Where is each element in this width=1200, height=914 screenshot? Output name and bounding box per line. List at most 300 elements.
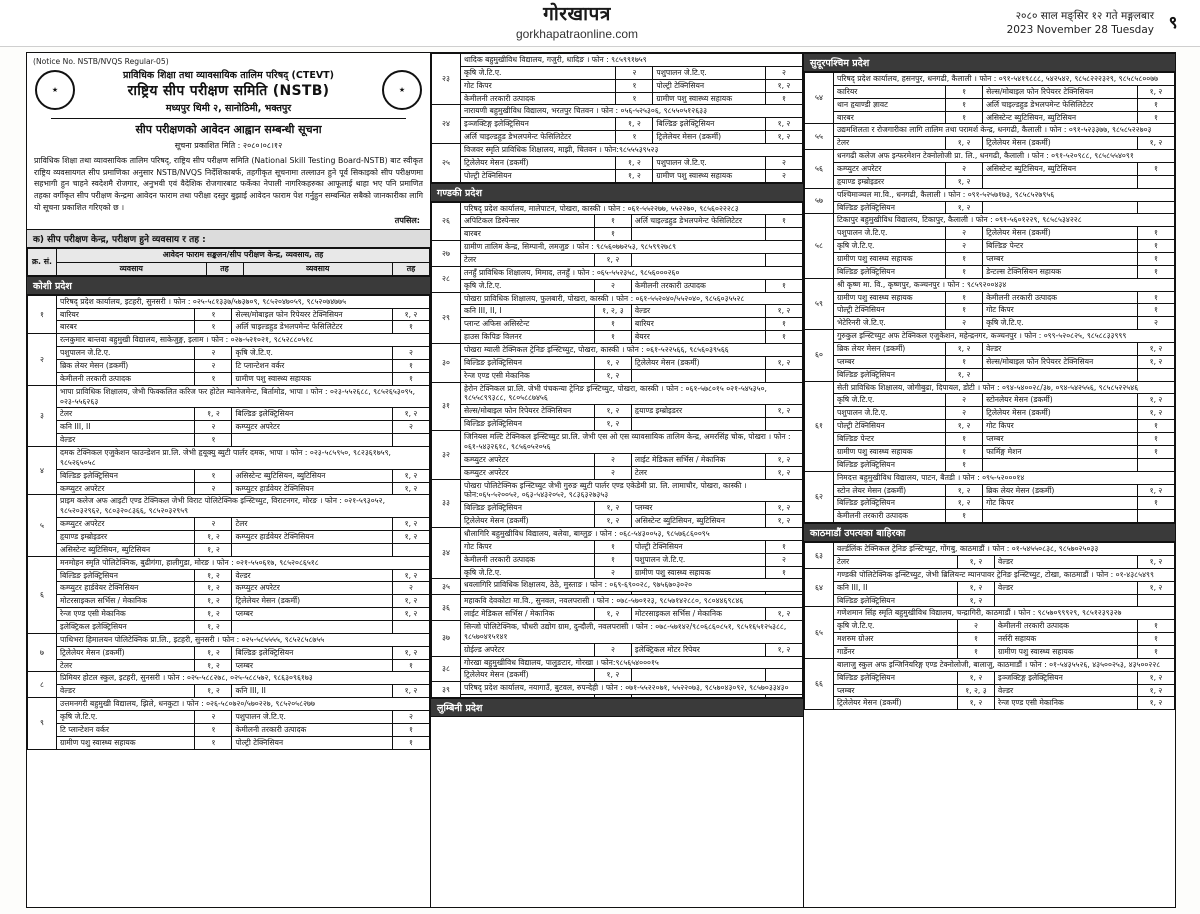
table-row xyxy=(805,343,1175,356)
occupation-cell: कम्प्युटर अपरेटर xyxy=(232,421,393,434)
level-cell: १ xyxy=(946,433,983,446)
date-nepali: २०८० साल मङ्सिर १२ गते मङ्गलबार xyxy=(1015,9,1154,22)
level-cell: १ xyxy=(1138,98,1175,111)
center-name-and-contact: परिषद् प्रदेश कार्यालय, मालेपाटन, पोखरा, कास्की । फोन : ०६१-५५२२७७, ५५२२७०, ९८५६०२२२८३ xyxy=(461,202,803,215)
level-cell: १, २ xyxy=(594,669,631,682)
level-cell: १ xyxy=(766,540,803,553)
occupation-cell: बारियर xyxy=(57,308,195,321)
center-title-row xyxy=(805,214,1175,227)
level-cell: १, २ xyxy=(957,671,994,684)
center-serial-number: ७ xyxy=(28,633,57,672)
center-serial-number: ४ xyxy=(28,447,57,495)
center-name-and-contact: परिषद् प्रदेश कार्यालय, इटहरी, सुनसरी । फोन : ०२५-५८१३३७/५७३७०९, ९८५२०४७०५९, ९८५२०७४७७५ xyxy=(57,295,430,308)
table-row xyxy=(28,711,430,724)
center-name-and-contact: थादिक बहुमुखीविध विद्यालय, गजुरी, धादिङ । फोन : ९८५९९१७५९ xyxy=(461,54,803,67)
table-row xyxy=(432,643,803,656)
occupation-cell: वेल्डर xyxy=(994,555,1137,568)
occupation-cell xyxy=(631,418,765,431)
newspaper-url[interactable]: gorkhapatraonline.com xyxy=(515,26,639,41)
table-row xyxy=(432,331,803,344)
level-cell: १, २ xyxy=(946,175,983,188)
level-cell: २ xyxy=(393,347,430,360)
occupation-cell: ट्रिलेलेयर मेसन (डकर्मी) xyxy=(653,131,766,144)
table-row xyxy=(28,569,430,582)
center-title-row xyxy=(805,471,1175,484)
level-cell: १, २ xyxy=(766,515,803,528)
level-cell: १, २ xyxy=(946,201,983,214)
occupation-cell: कम्प्युटर अपरेटर xyxy=(834,163,946,176)
center-title-row xyxy=(805,568,1175,581)
level-cell: १ xyxy=(1138,420,1175,433)
table-row xyxy=(805,163,1175,176)
center-name-and-contact: बालाजु स्कुल अफ इन्जिनियरिङ्ग एण्ड टेक्नोलोजी, बालाजु, काठमाडौं । फोन : ०१-५४३५५२६, ४३५००२५३, ४३५००२२८ xyxy=(834,658,1175,671)
level-cell: १, २ xyxy=(1138,581,1175,594)
occupation-cell: पोल्ट्री टेक्निसियन xyxy=(834,304,946,317)
table-row xyxy=(805,620,1175,633)
table-row xyxy=(28,434,430,447)
occupation-cell: फार्मिङ्ग मेशन xyxy=(983,445,1138,458)
center-serial-number: २३ xyxy=(432,54,461,105)
occupation-cell: इञ्जक्टिङ्ग इलेक्ट्रिसियन xyxy=(461,118,616,131)
occupation-cell: असिस्टेन्ट ब्युटिसियन, ब्युटिसियन xyxy=(232,469,393,482)
center-name-and-contact: धवलागिरि प्राविधिक शिक्षालय, ठेठे, मुस्ताङ । फोन : ०६९-६९००२८, ९७५६७०३०२० xyxy=(461,579,803,592)
table-row xyxy=(805,111,1175,124)
table-row xyxy=(805,291,1175,304)
col-occupation-2: व्यवसाय xyxy=(243,262,393,275)
center-title-row xyxy=(432,431,803,454)
occupation-cell: केमीलनी तरकारी उत्पादक xyxy=(57,372,195,385)
center-title-row xyxy=(432,579,803,592)
table-row xyxy=(28,736,430,749)
center-name-and-contact: सेती प्राविधिक शिक्षालय, जोगीबुढा, दिपायल, डोटी । फोन : ०९४-५४००२८/३७, ०९४-५४२५५६, ९८५८५२२५४६ xyxy=(834,381,1175,394)
occupation-cell: बिल्डिङ इलेक्ट्रिसियन xyxy=(232,646,393,659)
level-cell: १, २ xyxy=(393,685,430,698)
level-cell xyxy=(766,228,803,241)
level-cell: १, २ xyxy=(766,453,803,466)
table-row xyxy=(28,685,430,698)
center-serial-number: ५६ xyxy=(805,150,834,189)
level-cell: १, २ xyxy=(766,502,803,515)
center-name-and-contact: पोखरा प्राविधिक शिक्षालय, फुलबारी, पोखरा, कास्की । फोन : ०६१-५५२०४०/५५२०४०, ९८५६०३५५२८ xyxy=(461,292,803,305)
level-cell: १ xyxy=(1138,633,1175,646)
occupation-cell: पशुपालन जे.टि.ए. xyxy=(834,407,946,420)
level-cell: १ xyxy=(946,458,983,471)
masthead-date xyxy=(737,9,1200,37)
occupation-cell: ट्रिलेलेयर मेसन (डकर्मी) xyxy=(983,407,1138,420)
occupation-cell: बिल्डिङ इलेक्ट्रिसियन xyxy=(834,594,958,607)
province-kathmandu-outside: काठमाडौं उपत्यका बाहिरका xyxy=(804,523,1175,542)
nstb-emblem-icon: ★ xyxy=(382,70,422,110)
center-serial-number: ३० xyxy=(432,344,461,383)
level-cell: १ xyxy=(1138,163,1175,176)
level-cell: २ xyxy=(195,482,232,495)
level-cell: १, २ xyxy=(1138,671,1175,684)
notice-title: सीप परीक्षणको आवेदन आह्वान सम्बन्धी सूचना xyxy=(135,123,322,136)
occupation-cell: हृयाण्ड इम्ब्रोइडरर xyxy=(631,405,765,418)
occupation-cell: बारबर xyxy=(461,228,595,241)
center-title-row xyxy=(432,202,803,215)
occupation-cell: सेल्स/मोबाइल फोन रिपेयरर टेक्निसियन xyxy=(983,85,1138,98)
table-header-row xyxy=(28,249,430,262)
table-row xyxy=(28,408,430,421)
center-title-row xyxy=(28,334,430,347)
ctevt-emblem-icon: ★ xyxy=(35,70,75,110)
occupation-cell: वेल्डर xyxy=(57,434,195,447)
occupation-cell: बिल्डिङ इलेक्ट्रिसियन xyxy=(461,418,595,431)
occupation-cell: कृषि जे.टि.ए. xyxy=(232,347,393,360)
level-cell: १ xyxy=(946,85,983,98)
province-koshi: कोशी प्रदेश xyxy=(27,276,430,295)
table-row xyxy=(432,566,803,579)
occupation-cell: मोटरसाइकल सर्भिस / मेकानिक xyxy=(631,608,765,621)
level-cell: १, २ xyxy=(946,497,983,510)
table-row xyxy=(28,321,430,334)
center-title-row xyxy=(805,330,1175,343)
table-row xyxy=(432,215,803,228)
level-cell: १ xyxy=(195,434,232,447)
center-title-row xyxy=(805,73,1175,86)
center-name-and-contact: गोरखा बहुमुखीविध विद्यालय, पालुङटार, गोरखा । फोन:९८५६५४०००१५ xyxy=(461,656,803,669)
center-title-row xyxy=(432,479,803,502)
level-cell xyxy=(766,254,803,267)
level-cell: १, २ xyxy=(957,594,994,607)
occupation-cell: बिल्डिङ पेन्टर xyxy=(983,240,1138,253)
level-cell: १, २ xyxy=(766,466,803,479)
occupation-cell: प्लम्बर xyxy=(983,253,1138,266)
occupation-cell: बिल्डिङ इलेक्ट्रिसियन xyxy=(461,502,595,515)
table-row xyxy=(28,482,430,495)
table-row xyxy=(28,608,430,621)
level-cell: १ xyxy=(1138,645,1175,658)
center-title-row xyxy=(432,292,803,305)
level-cell: १, २ xyxy=(616,156,653,169)
table-row xyxy=(805,137,1175,150)
col-occupation-1: व्यवसाय xyxy=(57,262,207,275)
level-cell: १ xyxy=(616,131,653,144)
col-level-2: तह xyxy=(393,262,430,275)
occupation-cell: असिस्टेन्ट ब्युटिसियन, ब्युटिसियन xyxy=(57,543,195,556)
occupation-cell: हाउस किपिङ विलनर xyxy=(461,331,595,344)
level-cell: १ xyxy=(766,92,803,105)
level-cell: १ xyxy=(1138,445,1175,458)
sudurpashchim-centers-table xyxy=(804,72,1175,523)
table-row xyxy=(805,671,1175,684)
table-row xyxy=(805,265,1175,278)
center-serial-number: ६० xyxy=(805,330,834,381)
level-cell: २ xyxy=(195,711,232,724)
table-row xyxy=(805,394,1175,407)
occupation-cell: थान हृयाण्डी ज्ञावट xyxy=(834,98,946,111)
occupation-cell: बेयरर xyxy=(631,331,765,344)
level-cell: १, २ xyxy=(393,469,430,482)
level-cell: १ xyxy=(946,304,983,317)
center-name-and-contact: जिनियस मल्टि टेक्निकल इन्स्टिच्युट प्रा.लि. जेभी एस ओ एस व्यावसायिक तालिम केन्द्र, अमरसिंह चोक, पोखरा । फोन : ०६१-५४३२६१८, ९८५६०५२०५६ xyxy=(461,431,803,454)
occupation-cell: केमीलनी तरकारी उत्पादक xyxy=(631,279,765,292)
level-cell: १, २ xyxy=(393,569,430,582)
occupation-cell: बिल्डिङ इलेक्ट्रिसियन xyxy=(57,569,195,582)
level-cell: १ xyxy=(946,98,983,111)
occupation-cell: बिल्डिङ इलेक्ट्रिसियन xyxy=(834,497,946,510)
occupation-cell: वेल्डर xyxy=(994,581,1137,594)
level-cell: १, २ xyxy=(393,408,430,421)
occupation-cell: वेल्डर xyxy=(232,569,393,582)
center-name-and-contact: ग्रामीण तालिम केन्द्र, सिम्पानी, लमजुङ । फोन : ९८५६०७७२५३, ९८५९९२७८९ xyxy=(461,241,803,254)
table-row xyxy=(432,553,803,566)
occupation-cell: कृषि जे.टि.ए. xyxy=(461,66,616,79)
center-serial-number: ५४ xyxy=(805,73,834,124)
center-serial-number: १ xyxy=(28,295,57,334)
level-cell: १ xyxy=(393,372,430,385)
occupation-cell: रेन्ज एण्ड एसी मेकानिक xyxy=(461,369,595,382)
table-row xyxy=(805,445,1175,458)
occupation-cell: ट्रिलेलेयर मेसन (डकर्मी) xyxy=(983,227,1138,240)
occupation-cell: प्लम्बर xyxy=(834,684,958,697)
occupation-cell: पशुपालन जे.टि.ए. xyxy=(631,553,765,566)
table-row xyxy=(28,359,430,372)
level-cell: १ xyxy=(594,215,631,228)
occupation-cell: टि प्लान्टेशन वर्कर xyxy=(232,359,393,372)
level-cell: २ xyxy=(195,359,232,372)
province-lumbini: लुम्बिनी प्रदेश xyxy=(431,698,803,717)
level-cell xyxy=(766,669,803,682)
level-cell: १, २ xyxy=(1138,697,1175,710)
table-row xyxy=(432,608,803,621)
level-cell: १ xyxy=(766,566,803,579)
table-row xyxy=(805,175,1175,188)
level-cell: १ xyxy=(195,321,232,334)
center-title-row xyxy=(28,672,430,685)
level-cell: २ xyxy=(393,582,430,595)
level-cell: २ xyxy=(766,156,803,169)
occupation-cell xyxy=(983,368,1138,381)
table-row xyxy=(432,66,803,79)
table-row xyxy=(28,469,430,482)
newspaper-title: गोरखापत्र xyxy=(543,3,611,26)
center-title-row xyxy=(432,382,803,405)
occupation-cell: ग्रामीण पशु स्वास्थ्य सहायक xyxy=(232,372,393,385)
occupation-cell: नर्सरी सहायक xyxy=(994,633,1137,646)
center-name-and-contact: पोखरा म्याली टेक्निकल ट्रेनिङ इन्स्टिच्युट, पोखरा, कास्की । फोन : ०६१-५२२५६६, ९८५६०३९५६६ xyxy=(461,344,803,357)
level-cell: १, २ xyxy=(594,254,631,267)
center-name-and-contact: उत्तमनगरी बहुमुखी विद्यालय, झिले, धनकुटा । फोन : ०२६-५८०७२०/५७०२२७, ९८५२०५८२७७ xyxy=(57,698,430,711)
occupation-cell: गोट किपर xyxy=(983,304,1138,317)
table-row xyxy=(432,318,803,331)
level-cell: १, २ xyxy=(594,356,631,369)
col-sn: क्र. सं. xyxy=(28,249,57,275)
occupation-cell: लाईट मेडिकल सर्भिस / मेकानिक xyxy=(461,608,595,621)
table-row xyxy=(28,372,430,385)
level-cell: १ xyxy=(195,372,232,385)
center-name-and-contact: पश्चिमाञ्चल मा.वि., धनगढी, कैलाली । फोन : ०९१-५२५७१७३, ९८५८५२७९५६ xyxy=(834,188,1175,201)
occupation-cell: कृषि जे.टि.ए. xyxy=(834,620,958,633)
occupation-cell: अर्लि चाइल्डहुड डेभलपमेन्ट फेसिलिटेटर xyxy=(983,98,1138,111)
occupation-cell: ट्रिलेलेयर मेसन (डकर्मी) xyxy=(461,515,595,528)
center-serial-number: ९ xyxy=(28,698,57,749)
table-row xyxy=(432,669,803,682)
level-cell: १ xyxy=(766,331,803,344)
level-cell: २ xyxy=(594,453,631,466)
occupation-cell: टेलर xyxy=(631,466,765,479)
level-cell: २ xyxy=(957,620,994,633)
level-cell: १, २, ३ xyxy=(957,684,994,697)
level-cell: १ xyxy=(393,736,430,749)
level-cell: १ xyxy=(1138,497,1175,510)
center-serial-number: ५७ xyxy=(805,188,834,214)
occupation-cell: ग्रामीण पशु स्वास्थ्य सहायक xyxy=(57,736,195,749)
level-cell: १, २ xyxy=(1138,555,1175,568)
section-a-title: क) सीप परीक्षण केन्द्र, परीक्षण हुने व्यवसाय र तह : xyxy=(27,229,430,248)
occupation-cell xyxy=(983,458,1138,471)
header-divider xyxy=(51,118,406,119)
occupation-cell: कनि III, II xyxy=(834,581,958,594)
occupation-cell: पशुपालन जे.टि.ए. xyxy=(653,156,766,169)
occupation-cell: कृषि जे.टि.ए. xyxy=(461,279,595,292)
center-name-and-contact: महाकवि देवकोटा मा.वि., सुनवल, नवलपरासी । फोन : ०७८-५७०१२३, ९८५७१४२८८०, ९८०४४६९८४६ xyxy=(461,595,803,608)
level-cell: १, २ xyxy=(957,697,994,710)
table-row xyxy=(805,304,1175,317)
occupation-cell: बिल्डिङ इलेक्ट्रिसियन xyxy=(834,201,946,214)
center-name-and-contact: प्रिमियर होटल स्कुल, इटहरी, सुनसरी । फोन : ०२५-५८८२७८, ०२५-५८८५७२, ९८६३०९६१७३ xyxy=(57,672,430,685)
table-row xyxy=(28,531,430,544)
notice-body: प्राविधिक शिक्षा तथा व्यावसायिक तालिम परिषद्, राष्ट्रिय सीप परीक्षण समिति (National Skill Testing Board-NSTB) बाट स्वीकृत राष्ट्रिय व्यवसायगत सीप प्रमाणिका अनुसार NSTB/NVQS निर्देशिकाबर्फ, तहगीकृत सूचनामा तल्लाउन हुने पूर्व सिकाइको सीप परीक्षणमा सहभागी हुन चाहने स्वदेशमै रोजगार, अनुभवी एवं वैदेशिक रोजगारबाट फर्केका नेपाली नागरिकहरुका आफूलाई थाहा भए पनि प्रमाणित तहका वर्गीकृत सीप परीक्षण केन्द्रमा आवेदन फाराम तथा परीक्षा दस्तुर बुझाई आवेदन फाराम पेश गर्नुहुन सम्बन्धित सबैको जानकारीका लागि यो सूचना प्रकाशित गरिएको छ । xyxy=(34,156,423,212)
page-number: ९ xyxy=(1168,12,1178,33)
center-serial-number: ६४ xyxy=(805,568,834,607)
table-row xyxy=(432,118,803,131)
occupation-cell: बिल्डिङ इलेक्ट्रिसियन xyxy=(834,458,946,471)
level-cell: १ xyxy=(393,359,430,372)
center-name-and-contact: सिन्जो पोलिटेक्निक, चौधरी उद्योग ग्राम, दुन्दौली, नवलपरासी । फोन : ०७८-५७१४२/९८०६८६०८५१, ९८५१६५१२५३८८, ९८५७०४१५१४१ xyxy=(461,620,803,643)
center-title-row xyxy=(805,188,1175,201)
level-cell: १ xyxy=(594,318,631,331)
level-cell: १, २ xyxy=(766,608,803,621)
center-name-and-contact: भापा प्राविधिक शिक्षालय, जेभी फिक्कलित करिज फर होटेल म्यानेजमेन्ट, बिर्तामोड, भापा । फोन : ०२३-५५२६८८, ९८५२६५३०९५, ०२३-५५६२६३ xyxy=(57,385,430,408)
level-cell: १, २ xyxy=(195,595,232,608)
table-subheader-row xyxy=(28,262,430,275)
center-title-row xyxy=(432,266,803,279)
level-cell: १ xyxy=(957,633,994,646)
center-title-row xyxy=(805,150,1175,163)
province-gandaki: गण्डकी प्रदेश xyxy=(431,183,803,202)
occupation-cell: पशुपालन जे.टि.ए. xyxy=(232,711,393,724)
center-name-and-contact: गण्डकी पोलिटेक्निक इन्स्टिच्युट, जेभी ब्रिलियन्ट म्यानपावर ट्रेनिङ इन्स्टिच्युट, टोखा, काठमाडौं । फोन : ०१-४३८५४९९ xyxy=(834,568,1175,581)
level-cell xyxy=(1138,201,1175,214)
occupation-cell: कम्प्युटर अपरेटर xyxy=(461,453,595,466)
occupation-cell: स्टोन लेयर मेसन (डकर्मी) xyxy=(834,484,946,497)
level-cell: १ xyxy=(957,645,994,658)
tafasil-label: तपसिल: xyxy=(394,216,420,226)
table-row xyxy=(432,279,803,292)
center-serial-number: ५५ xyxy=(805,124,834,150)
table-row xyxy=(432,254,803,267)
occupation-cell: रेन्ज एण्ड एसी मेकानिक xyxy=(994,697,1137,710)
occupation-cell: केमीलनी तरकारी उत्पादक xyxy=(834,510,946,523)
center-name-and-contact: गुरुकुल इन्स्टिच्युट अफ टेक्निकल एजुकेशन, महेन्द्रनगर, कञ्चनपुर । फोन : ०९९-५२०८२५, ९८५८८३३९९९ xyxy=(834,330,1175,343)
center-serial-number: ६१ xyxy=(805,381,834,471)
date-english: 2023 November 28 Tuesday xyxy=(1006,24,1154,36)
level-cell: १ xyxy=(594,228,631,241)
level-cell: १ xyxy=(195,736,232,749)
center-title-row xyxy=(805,543,1175,556)
section-a-table xyxy=(27,248,430,275)
occupation-cell: गोट किपर xyxy=(983,420,1138,433)
level-cell: २ xyxy=(195,421,232,434)
occupation-cell xyxy=(232,434,393,447)
table-row xyxy=(805,697,1175,710)
level-cell: २ xyxy=(946,240,983,253)
level-cell xyxy=(1138,510,1175,523)
level-cell: १ xyxy=(393,723,430,736)
center-serial-number: ६ xyxy=(28,556,57,633)
level-cell: १, २ xyxy=(766,118,803,131)
col-main-head: आवेदन फाराम सङ्कलन/सीप परीक्षण केन्द्र, व्यवसाय, तह xyxy=(57,249,430,262)
level-cell: १, २ xyxy=(393,608,430,621)
table-row xyxy=(432,502,803,515)
level-cell xyxy=(393,621,430,634)
center-name-and-contact: पाथिभरा हिमालयन पोलिटेक्निक प्रा.लि., इटहरी, सुनसरी । फोन : ०२५-५८५५५५, ९८५२८५८७५५ xyxy=(57,633,430,646)
center-name-and-contact: धनगढी कलेज अफ इन्फरमेशन टेक्नोलोजी प्रा. लि., धनगढी, कैलाली । फोन : ०९१-५२०९८८, ९८५८५५४०९१ xyxy=(834,150,1175,163)
center-serial-number: ६२ xyxy=(805,471,834,522)
occupation-cell: ट्रिलेलेयर मेसन (डकर्मी) xyxy=(232,595,393,608)
level-cell: १, २ xyxy=(1138,355,1175,368)
level-cell: १, २ xyxy=(594,515,631,528)
table-row xyxy=(805,420,1175,433)
level-cell xyxy=(766,369,803,382)
level-cell: १, २ xyxy=(766,405,803,418)
level-cell: १ xyxy=(195,469,232,482)
level-cell: २ xyxy=(946,317,983,330)
occupation-cell: अर्लि चाइल्डहुड डेभलपमेन्ट फेसिलिटेटर xyxy=(631,215,765,228)
center-title-row xyxy=(28,698,430,711)
level-cell: २ xyxy=(616,66,653,79)
occupation-cell: प्लान्ट अफिस असिस्टेन्ट xyxy=(461,318,595,331)
occupation-cell: वेल्डर xyxy=(631,305,765,318)
level-cell: १, २ xyxy=(594,502,631,515)
level-cell: १ xyxy=(1138,227,1175,240)
occupation-cell: भेटेरिनरी जे.टि.ए. xyxy=(834,317,946,330)
occupation-cell: केमीलनी तरकारी उत्पादक xyxy=(461,553,595,566)
table-row xyxy=(805,98,1175,111)
occupation-cell: बिल्डिङ पेन्टर xyxy=(834,433,946,446)
level-cell xyxy=(1138,175,1175,188)
center-name-and-contact: विजवर स्मृति प्राविधिक शिक्षालय, माझी, चितवन । फोन:९८५५५३९५२३ xyxy=(461,144,803,157)
level-cell: १ xyxy=(1138,253,1175,266)
center-title-row xyxy=(805,607,1175,620)
level-cell: १, २ xyxy=(195,531,232,544)
occupation-cell xyxy=(232,621,393,634)
notice-sheet xyxy=(26,52,1176,908)
level-cell: १ xyxy=(946,355,983,368)
center-serial-number: ३ xyxy=(28,385,57,446)
center-serial-number: ३५ xyxy=(432,579,461,595)
occupation-cell: ट्रिलेलेयर मेसन (डकर्मी) xyxy=(57,646,195,659)
occupation-cell: ग्रामीण पशु स्वास्थ्य सहायक xyxy=(653,169,766,182)
level-cell: २ xyxy=(766,553,803,566)
level-cell xyxy=(393,543,430,556)
table-row xyxy=(805,407,1175,420)
center-serial-number: ६५ xyxy=(805,607,834,658)
occupation-cell: पोल्ट्री टेक्निसियन xyxy=(232,736,393,749)
center-title-row xyxy=(432,105,803,118)
level-cell: १, २ xyxy=(1138,394,1175,407)
occupation-cell: इलेक्ट्रिकल मोटर रिपेयर xyxy=(631,643,765,656)
occupation-cell: ग्रामीण पशु स्वास्थ्य सहायक xyxy=(653,92,766,105)
table-row xyxy=(805,510,1175,523)
occupation-cell: गोट किपर xyxy=(461,540,595,553)
level-cell: २ xyxy=(946,407,983,420)
table-row xyxy=(805,684,1175,697)
center-name-and-contact: दमक टेक्निकल एजुकेशन फाउन्डेशन प्रा.लि. जेभी हृयूक्यु ब्युटी पार्लर दमक, भापा । फोन : ०२३-५८५९५०, ९८२३६१७५९, ९८५२६५०५८ xyxy=(57,447,430,470)
center-title-row xyxy=(805,658,1175,671)
